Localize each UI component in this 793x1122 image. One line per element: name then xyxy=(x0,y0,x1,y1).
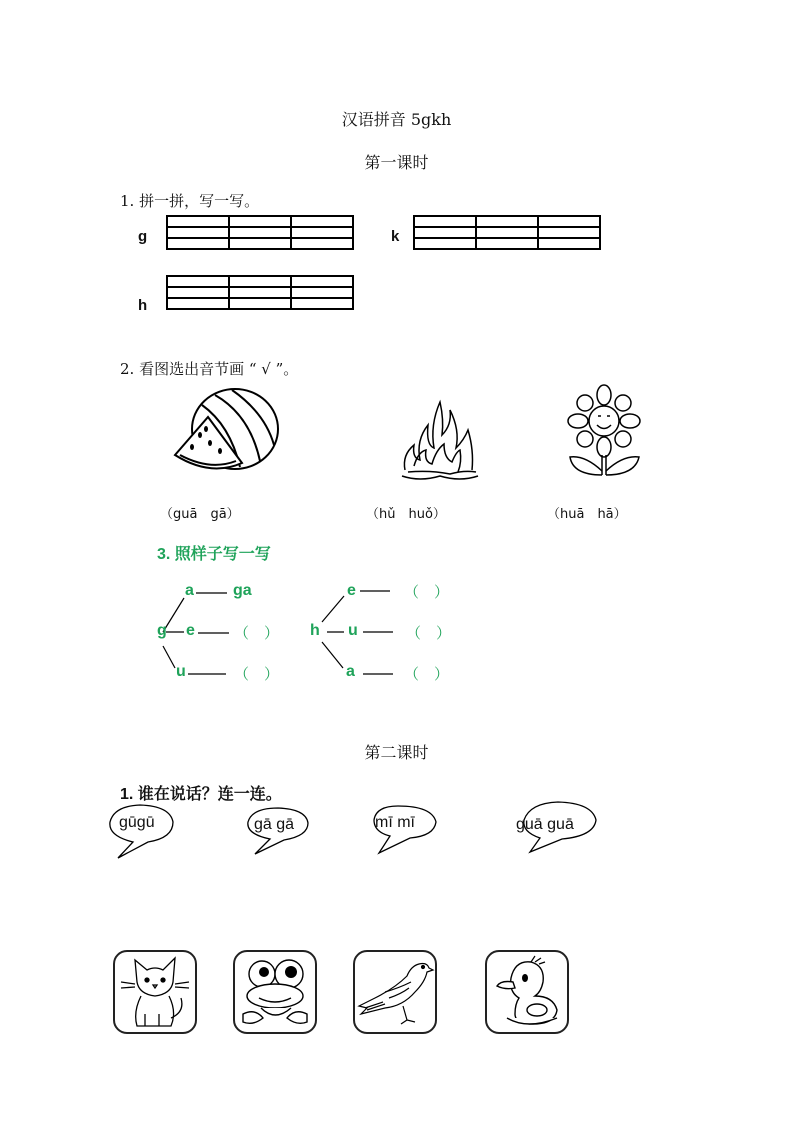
final-a-h: a xyxy=(346,663,355,680)
question-2-prompt: 2. 看图选出音节画 “ √ ”。 xyxy=(120,360,299,378)
answer-blank-ha[interactable]: （ ） xyxy=(404,666,450,683)
final-a: a xyxy=(185,582,194,599)
answer-blank-gu[interactable]: （ ） xyxy=(234,666,280,683)
lesson-1-heading: 第一课时 xyxy=(364,153,429,172)
pigeon-image xyxy=(355,952,435,1032)
duckling-image xyxy=(487,952,567,1032)
answer-blank-hu[interactable]: （ ） xyxy=(406,625,452,642)
grid-label-h: h xyxy=(138,297,148,314)
option-fire[interactable]: （hǔ huǒ） xyxy=(366,507,446,522)
lesson-2-heading: 第二课时 xyxy=(364,743,429,762)
page-title: 汉语拼音 5gkh xyxy=(341,110,452,129)
question-1-prompt: 1. 拼一拼，写一写。 xyxy=(120,192,260,210)
question-3-prompt: 3. 照样子写一写 xyxy=(157,546,271,563)
pigeon-card[interactable] xyxy=(353,950,437,1034)
bubble-text-gaga[interactable]: gā gā xyxy=(254,816,295,833)
duckling-card[interactable] xyxy=(485,950,569,1034)
final-e: e xyxy=(186,622,195,639)
option-flower[interactable]: （huā hā） xyxy=(547,507,627,522)
grid-label-k: k xyxy=(391,228,400,245)
answer-blank-ge[interactable]: （ ） xyxy=(234,625,280,642)
option-watermelon[interactable]: （guā gā） xyxy=(160,507,240,522)
bubble-text-mimi[interactable]: mī mī xyxy=(375,814,415,831)
answer-blank-he[interactable]: （ ） xyxy=(404,584,450,601)
cat-card[interactable] xyxy=(113,950,197,1034)
frog-card[interactable] xyxy=(233,950,317,1034)
lesson-2-question-1-prompt: 1. 谁在说话？连一连。 xyxy=(120,786,282,803)
example-answer-ga: ga xyxy=(233,582,252,599)
bubble-text-gugu[interactable]: gūgū xyxy=(119,814,155,831)
cat-image xyxy=(115,952,195,1032)
initial-g: g xyxy=(157,622,167,639)
final-u-h: u xyxy=(348,622,358,639)
final-e-h: e xyxy=(347,582,356,599)
frog-image xyxy=(235,952,315,1032)
initial-h: h xyxy=(310,622,320,639)
bubble-text-guagua[interactable]: guā guā xyxy=(516,816,574,833)
grid-label-g: g xyxy=(138,228,148,245)
final-u: u xyxy=(176,663,186,680)
